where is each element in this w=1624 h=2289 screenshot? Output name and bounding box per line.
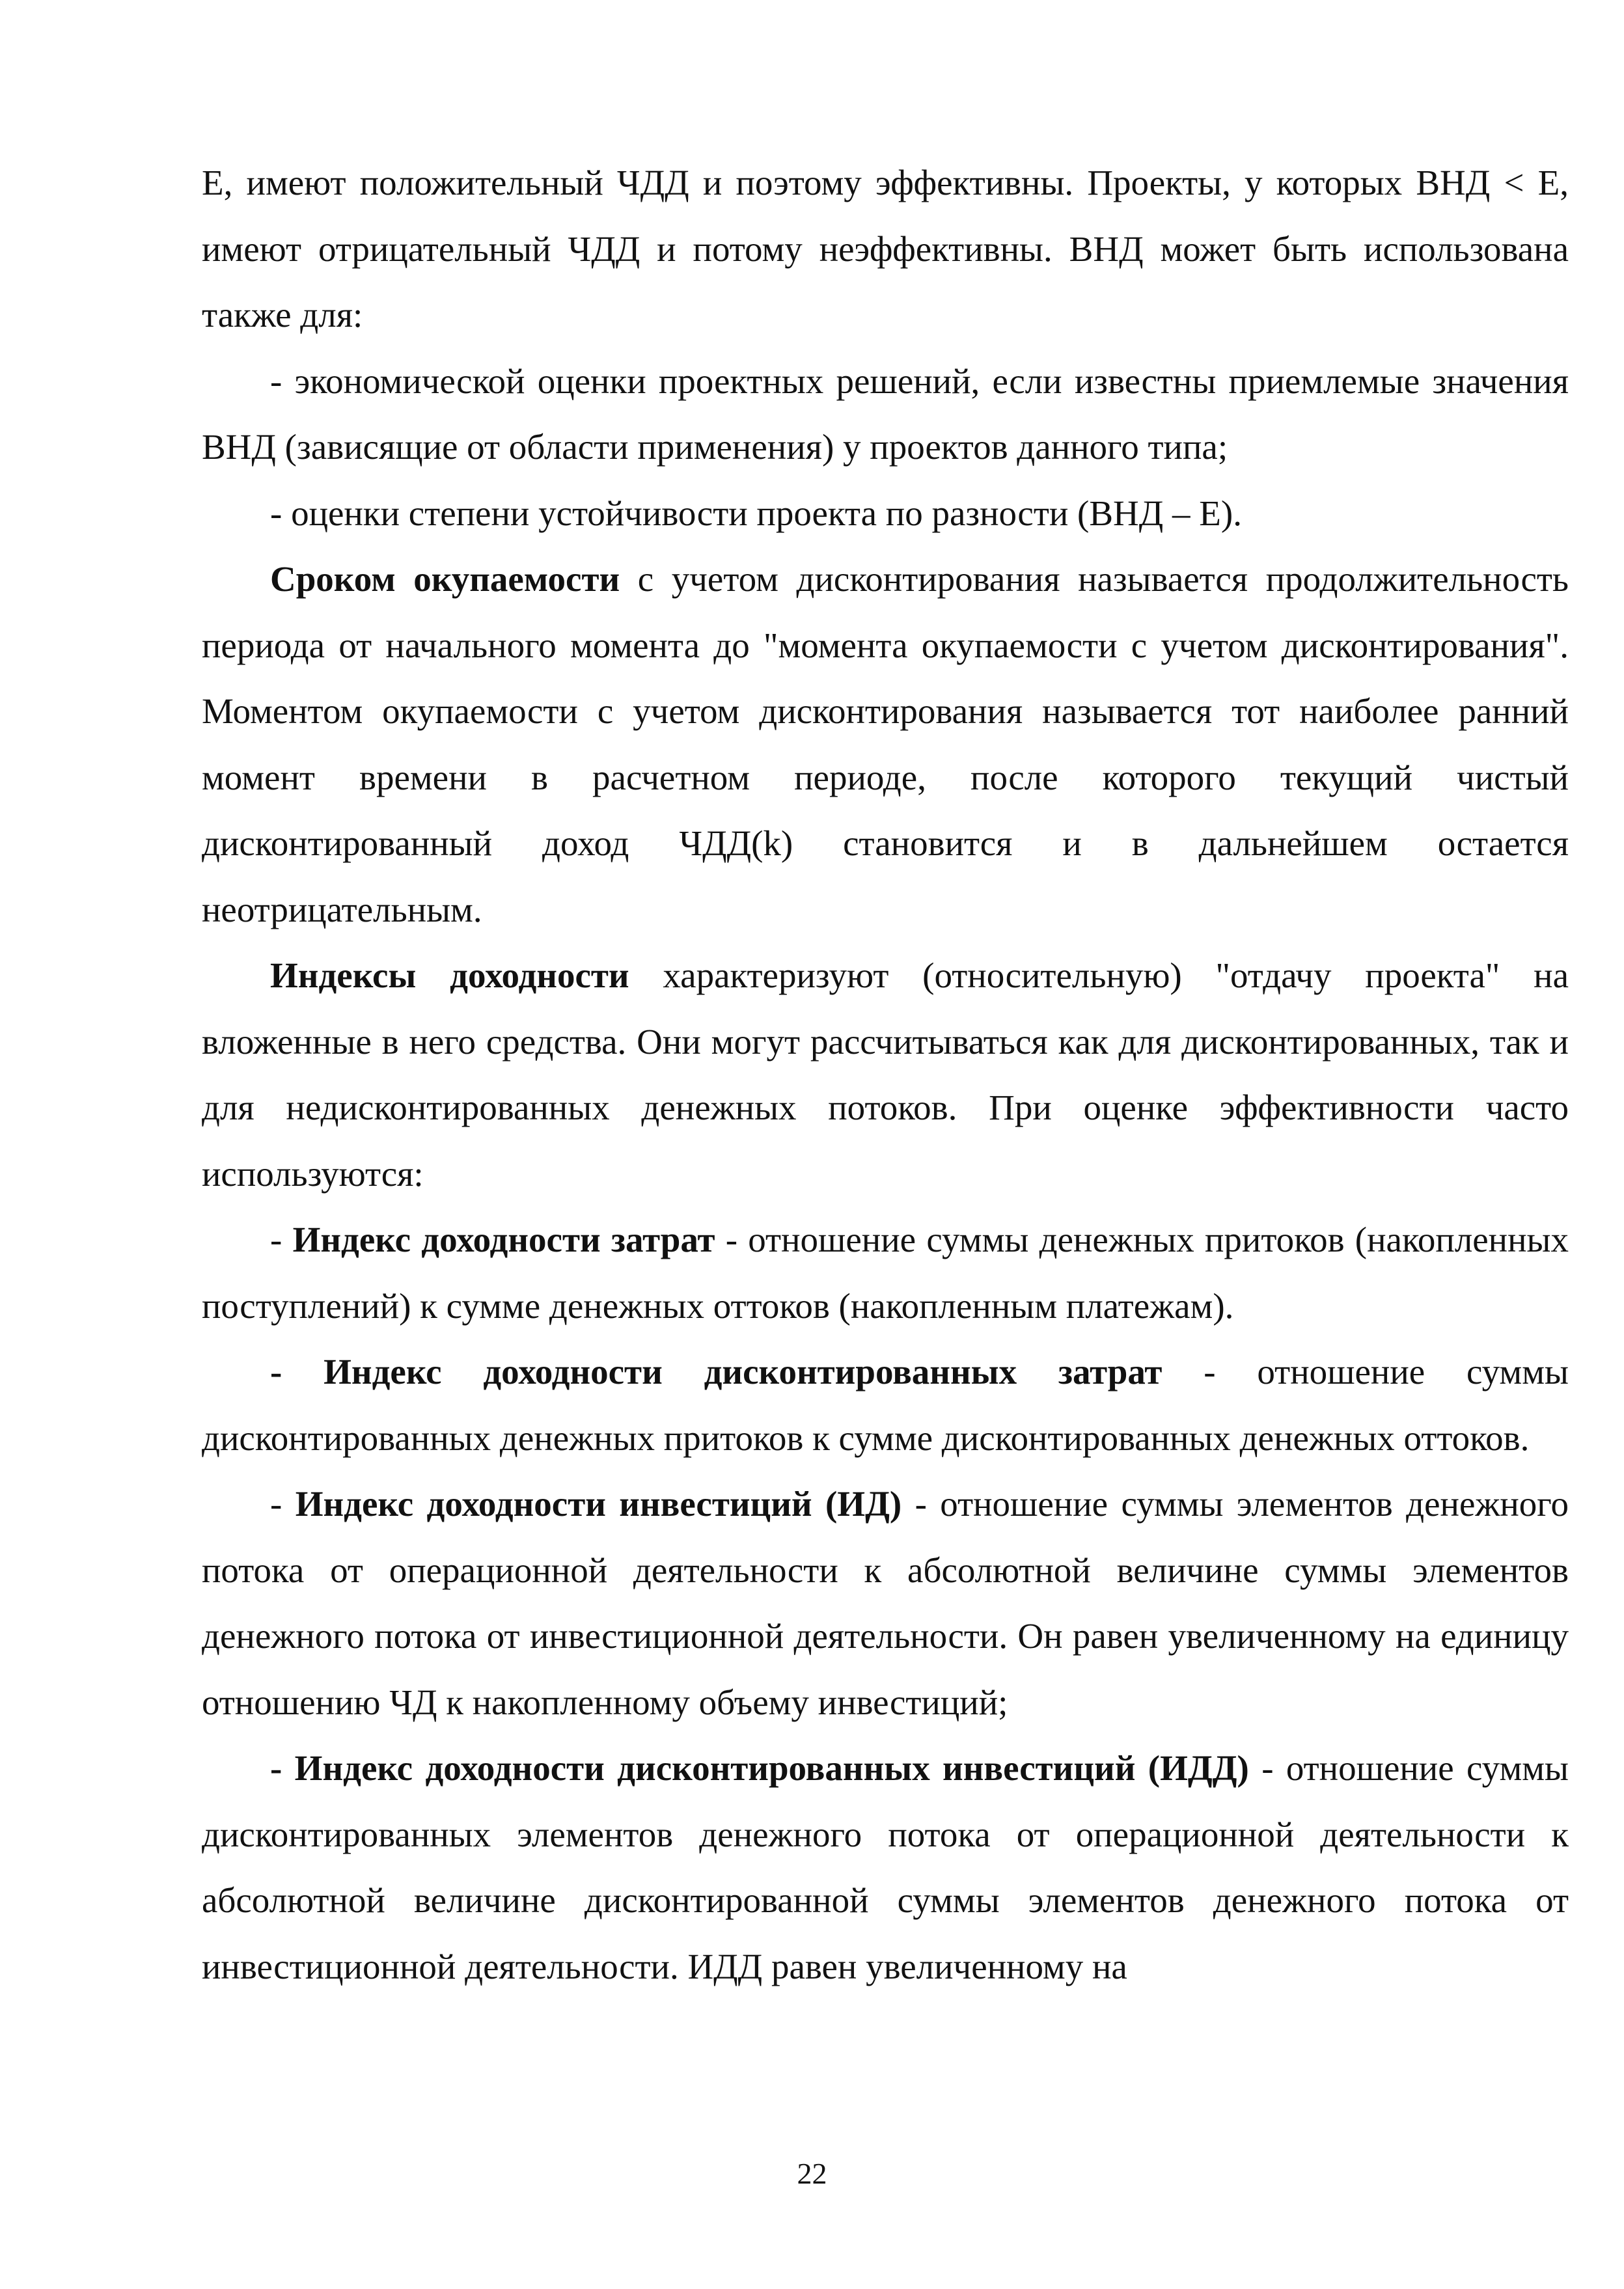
paragraph-text: характеризуют (относительную) "отдачу проекта" на вложенные в него средства. Они могут рассчитываться как для дисконтированных, так и для недисконтированных денежных потоков. При оценке эффективности часто используются: (202, 955, 1569, 1194)
bold-term: Индексы доходности (270, 955, 629, 995)
paragraph (202, 1207, 1569, 1339)
bold-term: Индекс доходности инвестиций (ИД) (295, 1484, 902, 1524)
paragraph-text: - (270, 1220, 293, 1259)
bold-term: - Индекс доходности дисконтированных инвестиций (ИДД) (270, 1748, 1249, 1788)
paragraph-text: - оценки степени устойчивости проекта по разности (ВНД – Е). (270, 493, 1242, 533)
paragraph (202, 348, 1569, 480)
bold-term: Сроком окупаемости (270, 559, 620, 599)
paragraph-text: с учетом дисконтирования называется продолжительность периода от начального момента до "момента окупаемости с учетом дисконтирования". Моментом окупаемости с учетом дисконтирования называется тот наиболее ранний момент времени в расчетном периоде, после которого текущий чистый дисконтированный доход ЧДД(k) становится и в дальнейшем остается неотрицательным. (202, 559, 1569, 929)
paragraph-text: Е, имеют положительный ЧДД и поэтому эффективны. Проекты, у которых ВНД < Е, имеют отрицательный ЧДД и потому неэффективны. ВНД может быть использована также для: (202, 163, 1569, 335)
body-text (202, 150, 1569, 1999)
paragraph (202, 546, 1569, 942)
page-number: 22 (797, 2157, 827, 2190)
paragraph (202, 480, 1569, 547)
paragraph (202, 1339, 1569, 1471)
paragraph-text: - отношение суммы дисконтированных элементов денежного потока от операционной деятельности к абсолютной величине дисконтированной суммы элементов денежного потока от инвестиционной деятельности. ИДД равен увеличенному на (202, 1748, 1569, 1986)
paragraph-text: - отношение суммы денежных притоков (накопленных поступлений) к сумме денежных оттоков (накопленным платежам). (202, 1220, 1569, 1326)
paragraph-text: - отношение суммы дисконтированных денежных притоков к сумме дисконтированных денежных оттоков. (202, 1352, 1569, 1458)
paragraph (202, 1735, 1569, 1999)
paragraph (202, 150, 1569, 348)
paragraph-text: - экономической оценки проектных решений, если известны приемлемые значения ВНД (зависящие от области применения) у проектов данного типа; (202, 361, 1569, 467)
paragraph (202, 942, 1569, 1207)
paragraph-text: - (270, 1484, 296, 1524)
bold-term: Индекс доходности затрат (292, 1220, 715, 1259)
paragraph-text: - отношение суммы элементов денежного потока от операционной деятельности к абсолютной величине суммы элементов денежного потока от инвестиционной деятельности. Он равен увеличенному на единицу отношению ЧД к накопленному объему инвестиций; (202, 1484, 1569, 1722)
paragraph (202, 1471, 1569, 1735)
bold-term: - Индекс доходности дисконтированных затрат (270, 1352, 1163, 1391)
